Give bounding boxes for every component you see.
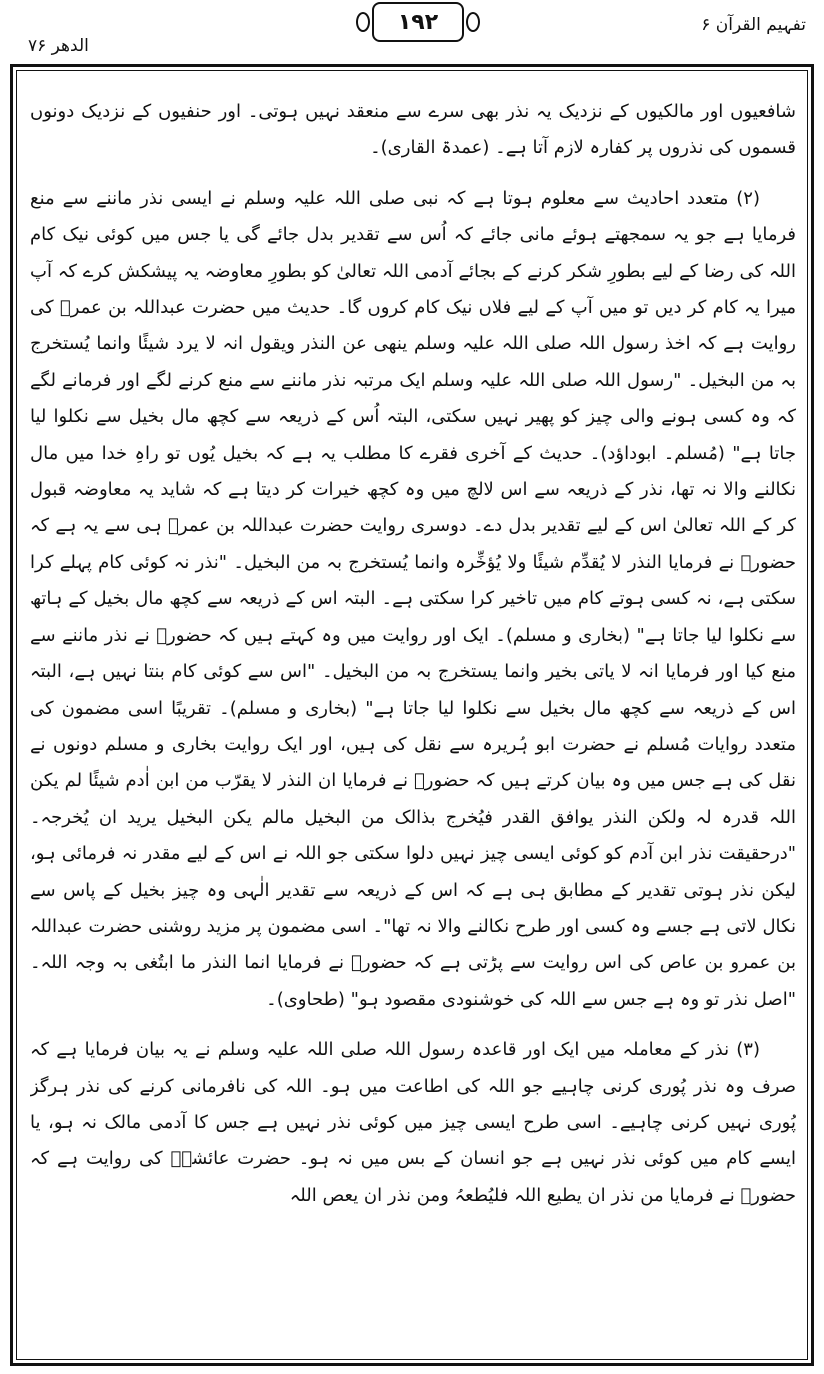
running-title-surah: الدھر ۷۶ (28, 36, 89, 56)
paragraph-point-3: (۳) نذر کے معاملہ میں ایک اور قاعدہ رسول اللہ صلی اللہ علیہ وسلم نے یہ بیان فرمایا ہے کہ صرف وہ نذر پُوری کرنی چاہیے جو اللہ کی اطاعت میں ہو۔ اللہ کی نافرمانی کرنے کی نذر ہرگز پُوری نہیں کرنی چاہیے۔ اسی طرح ایسی چیز میں کوئی نذر نہیں ہے جس کا آدمی مالک نہ ہو، یا ایسے کام میں کوئی نذر نہیں ہے جو انسان کے بس میں نہ ہو۔ حضرت عائشہؓ کی روایت ہے کہ حضورؐ نے فرمایا من نذر ان یطیع اللہ فلیُطعہُ ومن نذر ان یعص اللہ (30, 1039, 796, 1206)
paragraph-point-2: (۲) متعدد احادیث سے معلوم ہوتا ہے کہ نبی صلی اللہ علیہ وسلم نے ایسی نذر ماننے سے منع فرمایا ہے جو یہ سمجھتے ہوئے مانی جائے کہ اُس سے تقدیر بدل جائے گی یا جس میں کوئی نیک کام اللہ کی رضا کے لیے بطورِ شکر کرنے کے بجائے آدمی اللہ تعالیٰ کو بطورِ معاوضہ یہ پیشکش کرے کہ آپ میرا یہ کام کر دیں تو میں آپ کے لیے فلاں نیک کام کروں گا۔ حدیث میں حضرت عبداللہ بن عمرؓ کی روایت ہے کہ اخذ رسول اللہ صلی اللہ علیہ وسلم ینھی عن النذر ویقول انہ لا یرد شیئًا وانما یُستخرج بہ من البخیل۔ "رسول اللہ صلی اللہ علیہ وسلم ایک مرتبہ نذر ماننے سے منع کرنے لگے اور فرمانے لگے کہ وہ کسی ہونے والی چیز کو پھیر نہیں سکتی، البتہ اُس کے ذریعہ سے کچھ مال بخیل سے نکلوا لیا جاتا ہے" (مُسلم۔ ابوداؤد)۔ حدیث کے آخری فقرے کا مطلب یہ ہے کہ بخیل یُوں تو راہِ خدا میں مال نکالنے والا نہ تھا، نذر کے ذریعہ سے اس لالچ میں وہ کچھ خیرات کر دیتا ہے کہ شاید یہ معاوضہ قبول کر کے اللہ تعالیٰ اس کے لیے تقدیر بدل دے۔ دوسری روایت حضرت عبداللہ بن عمرؓ ہی سے یہ ہے کہ حضورؐ نے فرمایا النذر لا یُقدِّم شیئًا ولا یُؤخِّرہ وانما یُستخرج بہ من البخیل۔ "نذر نہ کوئی کام پہلے کرا سکتی ہے، نہ کسی ہوتے کام میں تاخیر کرا سکتی ہے۔ البتہ اس کے ذریعہ سے کچھ مال بخیل کے ہاتھ سے نکلوا لیا جاتا ہے" (بخاری و مسلم)۔ ایک اور روایت میں وہ کہتے ہیں کہ حضورؐ نے نذر ماننے سے منع کیا اور فرمایا انہ لا یاتی بخیر وانما یستخرج بہ من البخیل۔ "اس سے کوئی کام بنتا نہیں ہے، البتہ اس کے ذریعہ سے کچھ مال بخیل سے نکلوا لیا جاتا ہے" (بخاری و مسلم)۔ تقریبًا اسی مضمون کی متعدد روایات مُسلم نے حضرت ابو ہُریرہ سے نقل کی ہیں، اور ایک روایت بخاری و مسلم دونوں نے نقل کی ہے جس میں وہ بیان کرتے ہیں کہ حضورؐ نے فرمایا ان النذر لا یقرّب من ابن اٰدم شیئًا لم یکن اللہ قدرہ لہ ولکن النذر یوافق القدر فیُخرج بذالک من البخیل مالم یکن البخیل یرید ان یُخرجہ۔ "درحقیقت نذر ابن آدم کو کوئی ایسی چیز نہیں دلوا سکتی جو اللہ نے اس کے لیے مقدر نہ فرمائی ہو، لیکن نذر ہوتی تقدیر کے مطابق ہی ہے کہ اس کے ذریعہ سے تقدیر الٰہی وہ چیز بخیل کے پاس سے نکال لاتی ہے جسے وہ کسی اور طرح نکالنے والا نہ تھا"۔ اسی مضمون پر مزید روشنی حضرت عبداللہ بن عمرو بن عاص کی اس روایت سے پڑتی ہے کہ حضورؐ نے فرمایا انما النذر ما ابتُغی بہ وجہ اللہ۔ "اصل نذر تو وہ ہے جس سے اللہ کی خوشنودی مقصود ہو" (طحاوی)۔ (30, 187, 796, 1010)
page-header (0, 0, 824, 70)
paragraph-continuation: شافعیوں اور مالکیوں کے نزدیک یہ نذر بھی سرے سے منعقد نہیں ہوتی۔ اور حنفیوں کے نزدیک دونوں قسموں کی نذروں پر کفارہ لازم آتا ہے۔ (عمدۃ القاری)۔ (30, 101, 796, 159)
page-body (30, 94, 796, 1356)
running-title-book: تفہیم القرآن ۶ (701, 15, 806, 35)
page-number-badge: ۱۹۲ (372, 2, 464, 42)
